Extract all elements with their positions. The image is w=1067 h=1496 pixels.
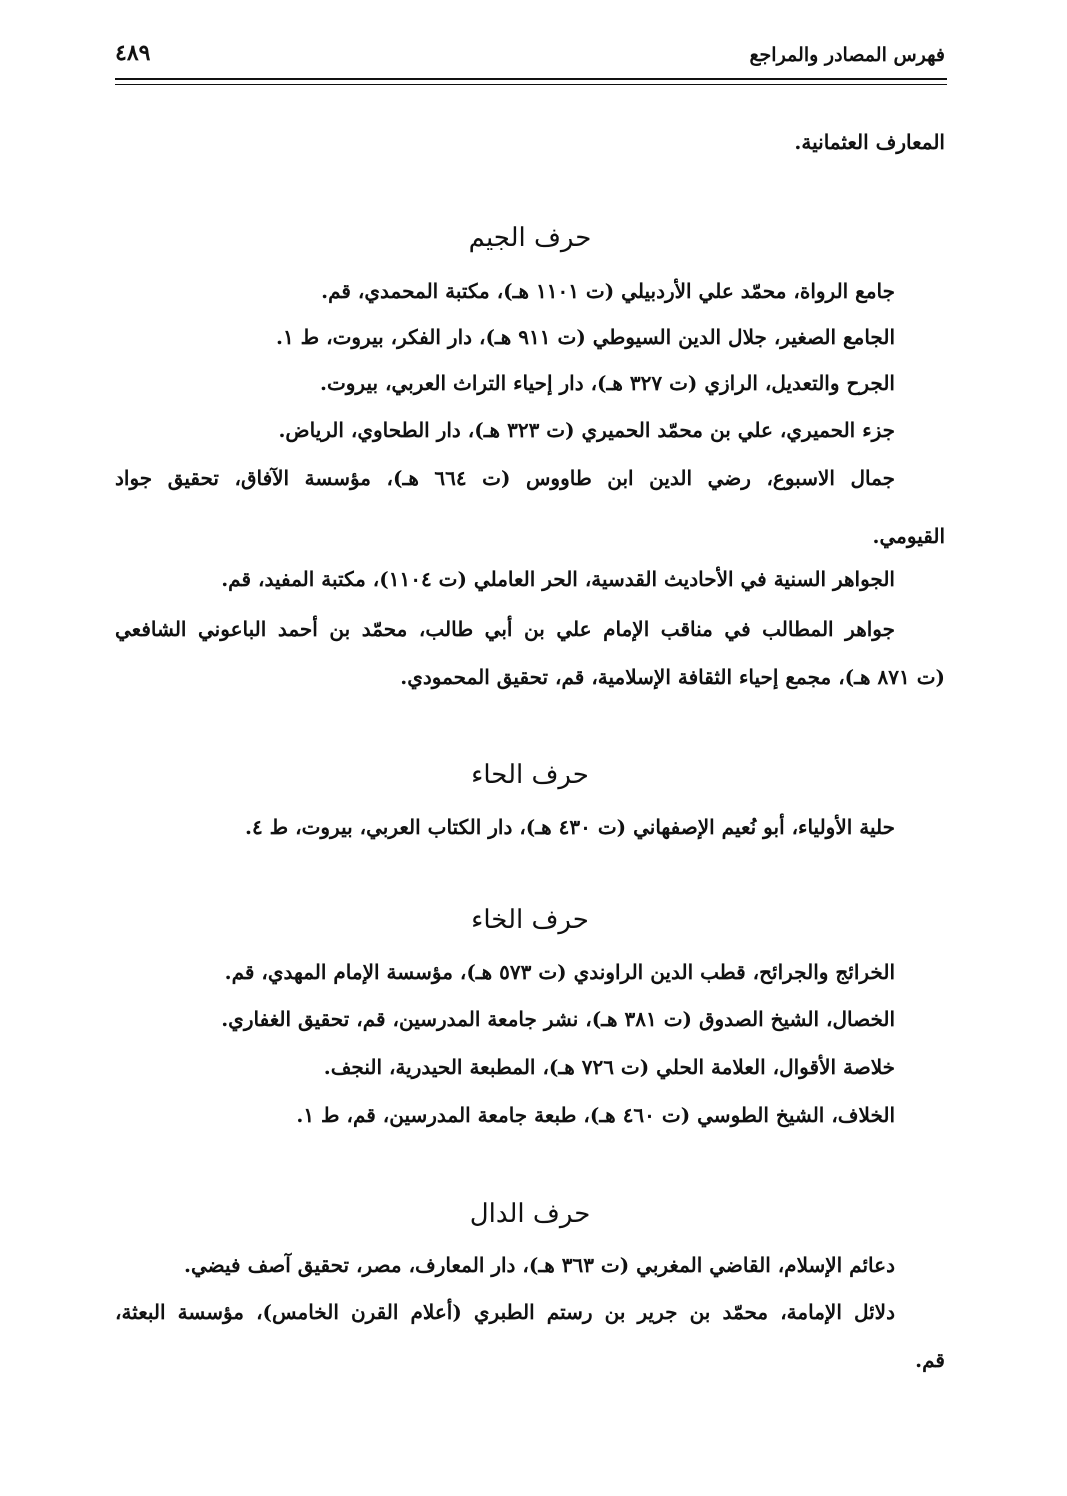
- entry-line: الجرح والتعديل، الرازي (ت ٣٢٧ هـ)، دار إحياء التراث العربي، بيروت.: [319, 371, 895, 395]
- header-rule-thin: [115, 84, 947, 85]
- page-number: ٤٨٩: [115, 40, 151, 66]
- entry-line: جمال الاسبوع، رضي الدين ابن طاووس (ت ٦٦٤ هـ)، مؤسسة الآفاق، تحقيق جواد: [115, 466, 896, 490]
- entry-line: الخرائج والجرائح، قطب الدين الراوندي (ت ٥٧٣ هـ)، مؤسسة الإمام المهدي، قم.: [224, 960, 895, 984]
- entry-line: جواهر المطالب في مناقب الإمام علي بن أبي طالب، محمّد بن أحمد الباعوني الشافعي: [115, 617, 895, 641]
- entry-line: الخلاف، الشيخ الطوسي (ت ٤٦٠ هـ)، طبعة جامعة المدرسين، قم، ط ١.: [296, 1103, 895, 1127]
- entry-line: الجامع الصغير، جلال الدين السيوطي (ت ٩١١ هـ)، دار الفكر، بيروت، ط ١.: [275, 325, 895, 349]
- section-heading-jim: حرف الجيم: [468, 223, 592, 253]
- entry-line: جزء الحميري، علي بن محمّد الحميري (ت ٣٢٣ هـ)، دار الطحاوي، الرياض.: [278, 418, 895, 442]
- entry-line: حلية الأولياء، أبو نُعيم الإصفهاني (ت ٤٣٠ هـ)، دار الكتاب العربي، بيروت، ط ٤.: [244, 815, 895, 839]
- top-continuation-line: المعارف العثمانية.: [794, 130, 945, 154]
- entry-line: دعائم الإسلام، القاضي المغربي (ت ٣٦٣ هـ)، دار المعارف، مصر، تحقيق آصف فيضي.: [184, 1253, 895, 1277]
- entry-line: خلاصة الأقوال، العلامة الحلي (ت ٧٢٦ هـ)، المطبعة الحيدرية، النجف.: [323, 1055, 895, 1079]
- entry-line: جامع الرواة، محمّد علي الأردبيلي (ت ١١٠١ هـ)، مكتبة المحمدي، قم.: [321, 279, 895, 303]
- entry-continuation-line: (ت ٨٧١ هـ)، مجمع إحياء الثقافة الإسلامية، قم، تحقيق المحمودي.: [400, 665, 945, 689]
- running-header: [115, 40, 945, 76]
- section-heading-dal: حرف الدال: [469, 1199, 591, 1229]
- section-heading-kha: حرف الخاء: [471, 905, 589, 935]
- entry-line: الخصال، الشيخ الصدوق (ت ٣٨١ هـ)، نشر جامعة المدرسين، قم، تحقيق الغفاري.: [221, 1007, 895, 1031]
- entry-continuation-line: القيومي.: [872, 524, 945, 548]
- section-heading-ha: حرف الحاء: [471, 760, 589, 790]
- header-rule-thick: [115, 78, 947, 80]
- entry-line: الجواهر السنية في الأحاديث القدسية، الحر العاملي (ت ١١٠٤)، مكتبة المفيد، قم.: [221, 567, 895, 591]
- entry-continuation-line: قم.: [915, 1348, 945, 1372]
- running-title: فهرس المصادر والمراجع: [749, 44, 945, 66]
- entry-line: دلائل الإمامة، محمّد بن جرير بن رستم الطبري (أعلام القرن الخامس)، مؤسسة البعثة،: [115, 1300, 895, 1324]
